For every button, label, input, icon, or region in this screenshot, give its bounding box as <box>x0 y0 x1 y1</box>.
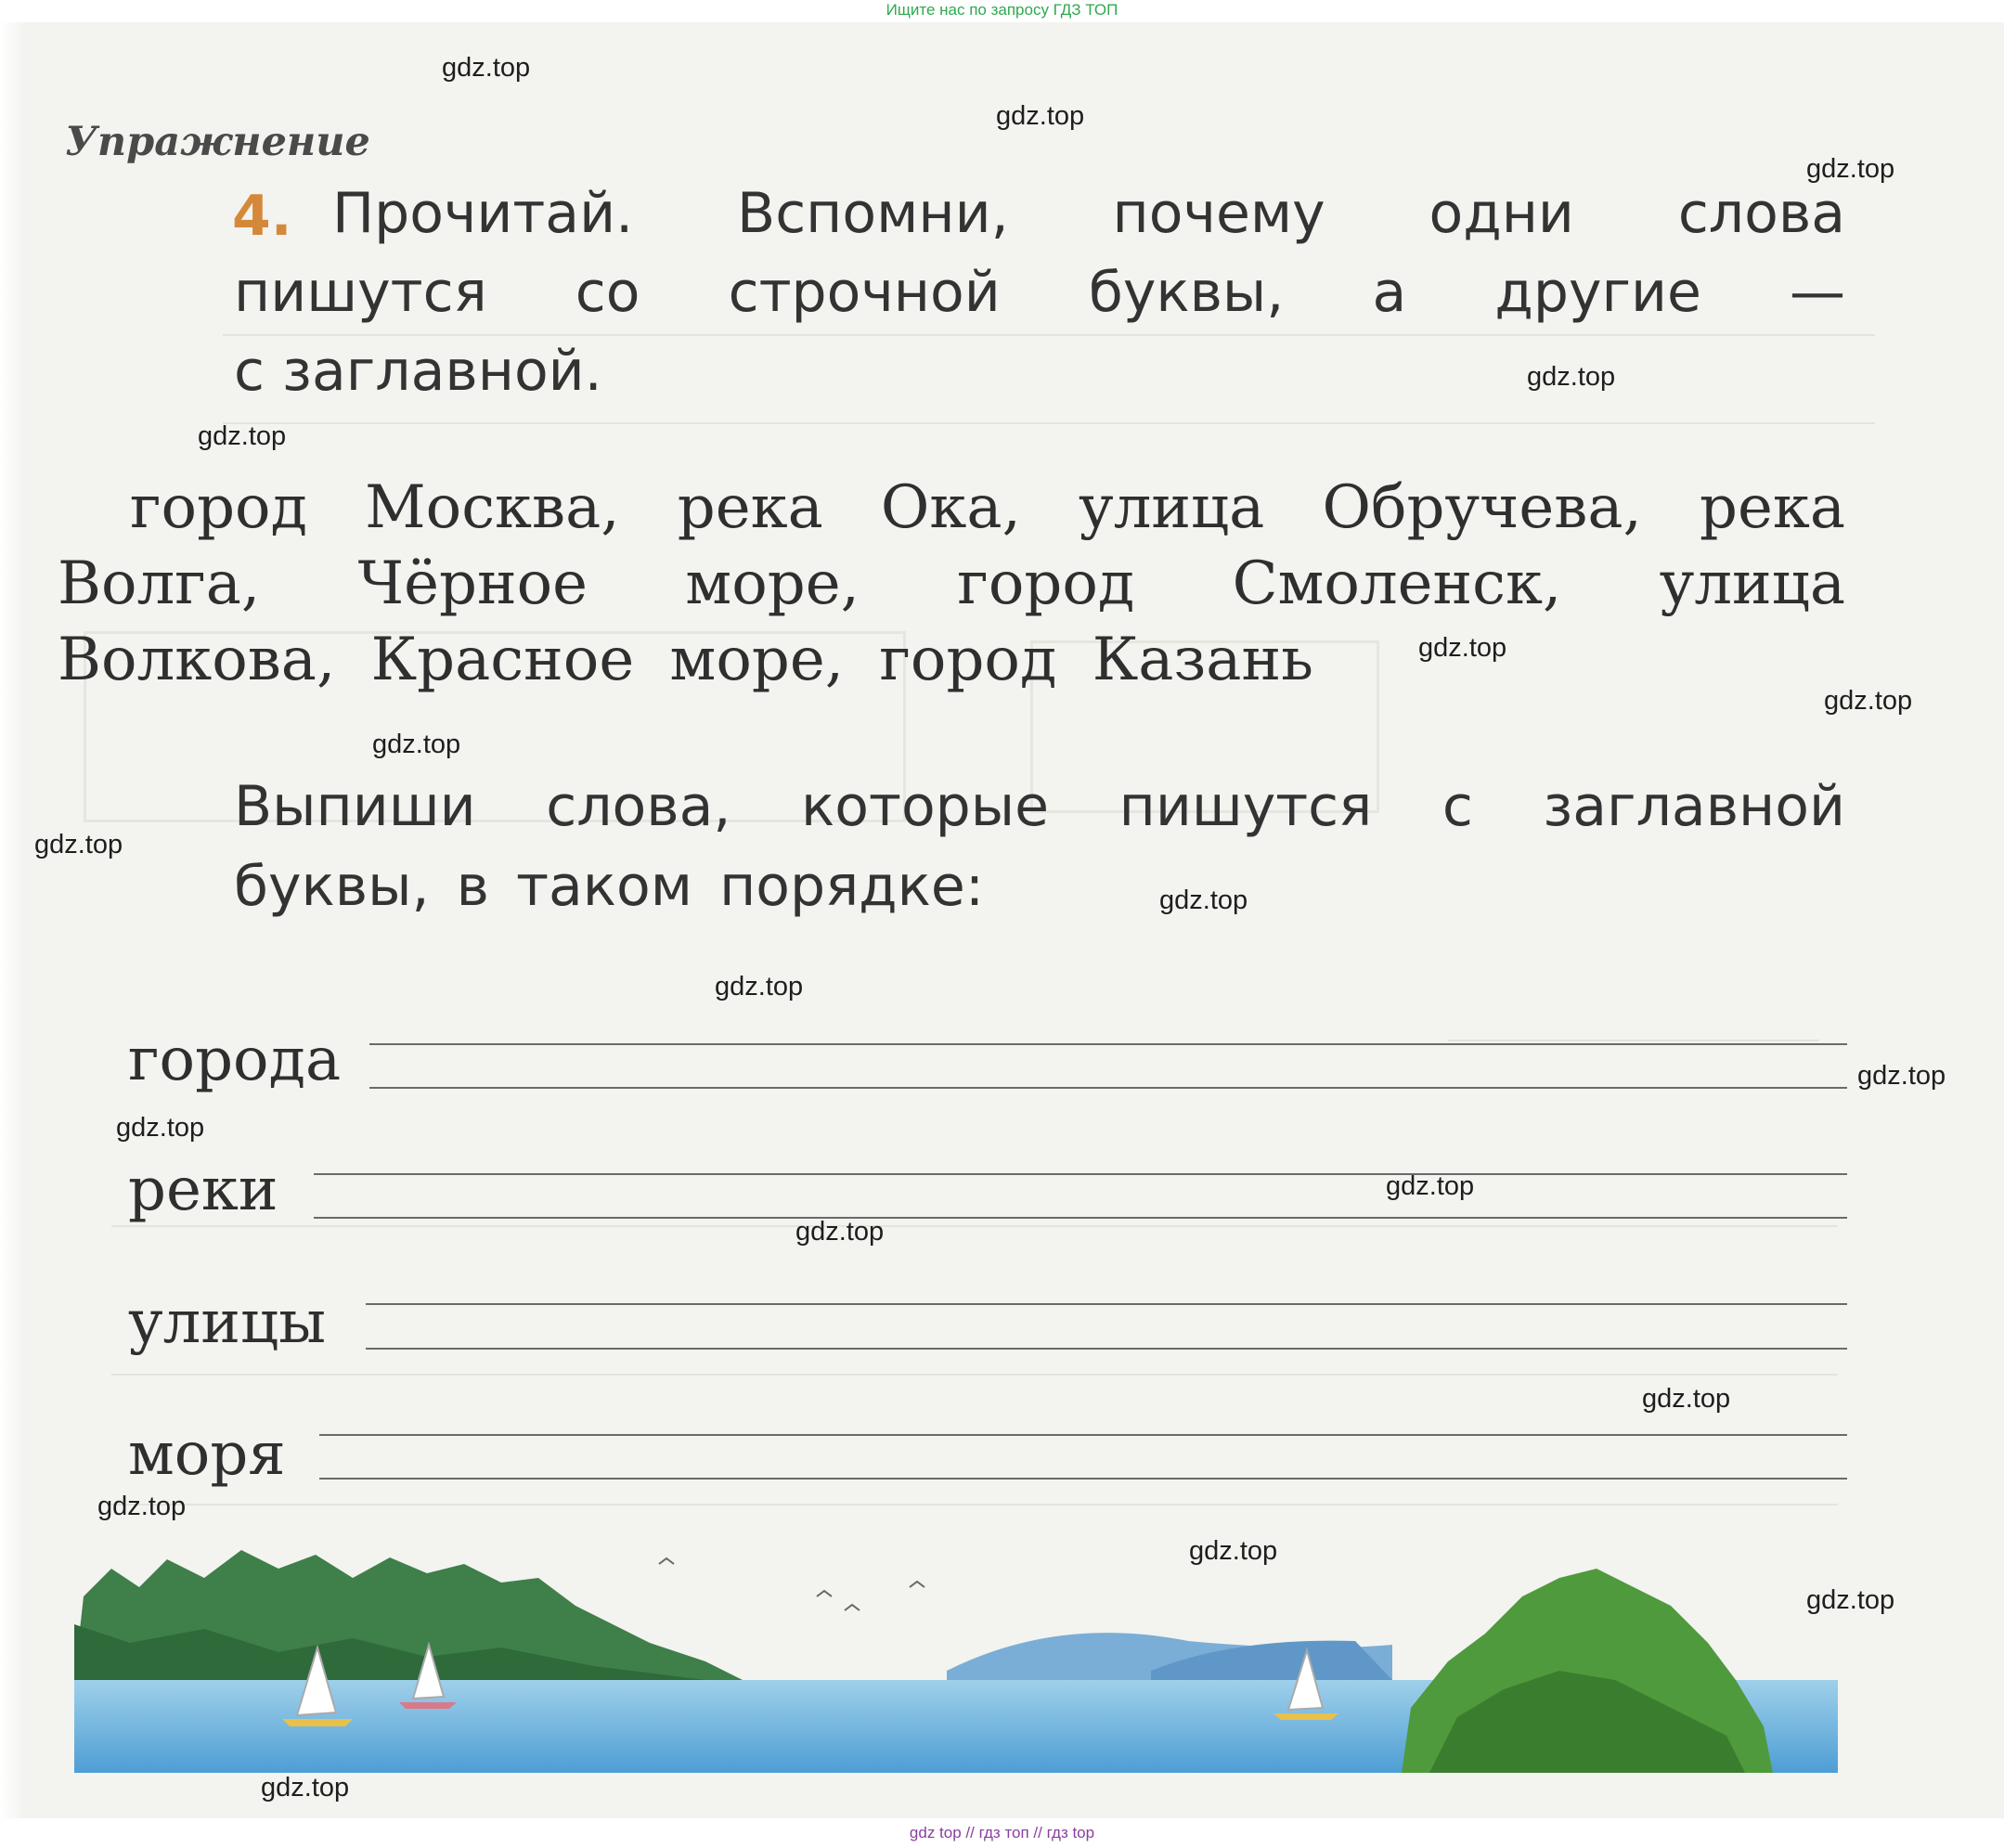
watermark: gdz.top <box>1159 885 1248 915</box>
answer-line[interactable] <box>366 1348 1847 1350</box>
answer-line[interactable] <box>369 1087 1847 1089</box>
watermark: gdz.top <box>1527 362 1616 392</box>
task-line-2: буквы, в таком порядке: <box>234 854 985 919</box>
word-list-line-2: Волга, Чёрное море, город Смоленск, улица <box>58 549 1845 618</box>
instruction-line-3: с заглавной. <box>234 339 602 404</box>
row-label-rivers: реки <box>128 1156 278 1224</box>
instruction-line-1: Прочитай. Вспомни, почему одни слова <box>332 181 1845 246</box>
watermark: gdz.top <box>996 101 1085 131</box>
birds-decoration <box>659 1558 924 1610</box>
answer-line[interactable] <box>319 1478 1847 1480</box>
answer-line[interactable] <box>314 1217 1847 1219</box>
row-label-seas: моря <box>128 1420 286 1489</box>
exercise-label: Упражнение <box>65 119 370 165</box>
watermark: gdz.top <box>1189 1536 1278 1566</box>
lake-landscape-illustration <box>74 1541 1838 1773</box>
bottom-footer[interactable] <box>0 1818 2004 1848</box>
watermark: gdz.top <box>715 972 804 1002</box>
watermark: gdz.top <box>795 1217 885 1247</box>
answer-line[interactable] <box>314 1173 1847 1175</box>
watermark: gdz.top <box>116 1113 205 1143</box>
watermark: gdz.top <box>1857 1061 1946 1091</box>
answer-line[interactable] <box>366 1303 1847 1305</box>
watermark: gdz.top <box>1418 633 1507 663</box>
watermark: gdz.top <box>442 53 531 83</box>
watermark: gdz.top <box>1806 1585 1895 1615</box>
page-edge <box>0 22 24 1823</box>
top-banner[interactable] <box>0 0 2004 22</box>
footer-text[interactable]: gdz top // гдз топ // гдз top <box>909 1824 1095 1842</box>
instruction-line-2: пишутся со строчной буквы, а другие — <box>234 260 1845 325</box>
watermark: gdz.top <box>372 730 461 759</box>
task-number: 4. <box>232 184 292 249</box>
task-line-1: Выпиши слова, которые пишутся с заглавной <box>234 774 1845 839</box>
answer-line[interactable] <box>319 1434 1847 1436</box>
answer-line[interactable] <box>369 1043 1847 1045</box>
watermark: gdz.top <box>1806 154 1895 184</box>
watermark: gdz.top <box>261 1773 350 1803</box>
watermark: gdz.top <box>34 830 123 859</box>
word-list-line-3: Волкова, Красное море, город Казань <box>58 626 1313 694</box>
watermark: gdz.top <box>1386 1171 1475 1201</box>
watermark: gdz.top <box>198 421 287 451</box>
word-list-line-1: город Москва, река Ока, улица Обручева, река <box>130 473 1845 542</box>
banner-text[interactable]: Ищите нас по запросу ГДЗ ТОП <box>886 1 1118 19</box>
watermark: gdz.top <box>1824 686 1913 716</box>
row-label-streets: улицы <box>128 1288 327 1357</box>
row-label-cities: города <box>128 1026 342 1094</box>
watermark: gdz.top <box>97 1492 187 1521</box>
watermark: gdz.top <box>1642 1384 1731 1414</box>
